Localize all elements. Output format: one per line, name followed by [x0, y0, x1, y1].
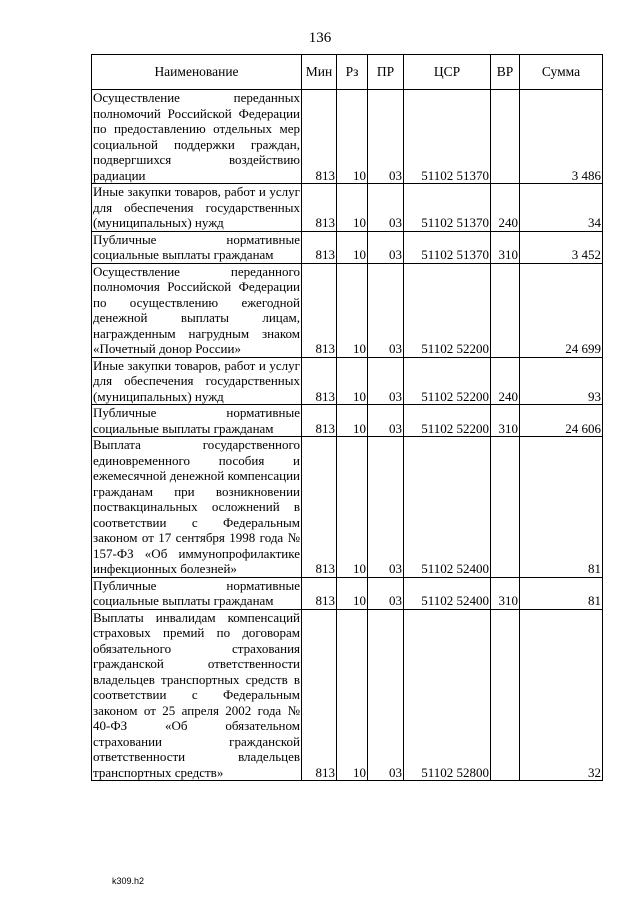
row-csr: 51102 51370: [404, 231, 491, 263]
row-pr: 03: [368, 357, 404, 405]
row-pr: 03: [368, 437, 404, 578]
row-name: Иные закупки товаров, работ и услуг для обеспечения государственных (муниципальных) нужд: [93, 184, 300, 230]
row-vr: 310: [491, 231, 520, 263]
row-csr: 51102 51370: [404, 184, 491, 232]
row-csr: 51102 52400: [404, 577, 491, 609]
col-header-pr: ПР: [368, 55, 404, 90]
row-vr: 240: [491, 184, 520, 232]
row-vr: [491, 90, 520, 184]
row-vr: 310: [491, 405, 520, 437]
row-vr: 240: [491, 357, 520, 405]
row-csr: 51102 52400: [404, 437, 491, 578]
row-pr: 03: [368, 263, 404, 357]
row-min: 813: [302, 577, 337, 609]
row-rz: 10: [337, 263, 368, 357]
row-name: Публичные нормативные социальные выплаты гражданам: [93, 577, 300, 608]
row-name: Публичные нормативные социальные выплаты гражданам: [93, 231, 300, 262]
row-rz: 10: [337, 357, 368, 405]
row-vr: 310: [491, 577, 520, 609]
col-header-vr: ВР: [491, 55, 520, 90]
table-row: [92, 231, 603, 263]
budget-table: [91, 54, 603, 781]
row-min: 813: [302, 357, 337, 405]
row-sum: 3 452: [520, 231, 603, 263]
row-sum: 24 699: [520, 263, 603, 357]
row-rz: 10: [337, 437, 368, 578]
row-rz: 10: [337, 405, 368, 437]
row-sum: 24 606: [520, 405, 603, 437]
row-min: 813: [302, 437, 337, 578]
row-vr: [491, 437, 520, 578]
row-sum: 81: [520, 577, 603, 609]
table-row: [92, 184, 603, 232]
col-header-name: Наименование: [92, 55, 302, 90]
col-header-csr: ЦСР: [404, 55, 491, 90]
row-sum: 3 486: [520, 90, 603, 184]
table-row: [92, 609, 603, 781]
page-number: 136: [308, 30, 332, 46]
row-sum: 93: [520, 357, 603, 405]
row-name: Осуществление переданных полномочий Российской Федерации по предоставлению отдельных мер социальной поддержки граждан, подвергшихся воздействию радиации: [93, 90, 300, 183]
row-min: 813: [302, 263, 337, 357]
row-pr: 03: [368, 577, 404, 609]
row-min: 813: [302, 231, 337, 263]
table-row: [92, 437, 603, 578]
row-sum: 81: [520, 437, 603, 578]
row-sum: 34: [520, 184, 603, 232]
row-sum: 32: [520, 609, 603, 781]
footer-code: k309.h2: [112, 876, 145, 886]
row-csr: 51102 52200: [404, 263, 491, 357]
row-csr: 51102 51370: [404, 90, 491, 184]
row-rz: 10: [337, 90, 368, 184]
row-vr: [491, 609, 520, 781]
row-min: 813: [302, 90, 337, 184]
row-name: Осуществление переданного полномочия Российской Федерации по осуществлению ежегодной денежной выплаты лицам, награжденным нагрудным знаком «Почетный донор России»: [93, 263, 300, 356]
table-row: [92, 357, 603, 405]
row-min: 813: [302, 405, 337, 437]
row-csr: 51102 52200: [404, 357, 491, 405]
row-name: Публичные нормативные социальные выплаты гражданам: [93, 405, 300, 436]
col-header-rz: Рз: [337, 55, 368, 90]
table-row: [92, 90, 603, 184]
row-min: 813: [302, 184, 337, 232]
row-name: Иные закупки товаров, работ и услуг для обеспечения государственных (муниципальных) нужд: [93, 357, 300, 404]
row-rz: 10: [337, 577, 368, 609]
table-header-row: [92, 55, 603, 90]
row-pr: 03: [368, 184, 404, 232]
row-rz: 10: [337, 231, 368, 263]
row-pr: 03: [368, 609, 404, 781]
row-csr: 51102 52800: [404, 609, 491, 781]
row-csr: 51102 52200: [404, 405, 491, 437]
row-name: Выплаты инвалидам компенсаций страховых премий по договорам обязательного страхования гражданской ответственности владельцев транспортных средств в соответствии с Федеральным законом от 25 апреля 2002 года № 40-ФЗ «Об обязательном страховании гражданской ответственности владельцев транспортных средств»: [93, 609, 300, 780]
table-row: [92, 263, 603, 357]
col-header-min: Мин: [302, 55, 337, 90]
table-row: [92, 405, 603, 437]
row-rz: 10: [337, 609, 368, 781]
table-row: [92, 577, 603, 609]
col-header-sum: Сумма: [520, 55, 603, 90]
row-rz: 10: [337, 184, 368, 232]
row-min: 813: [302, 609, 337, 781]
row-pr: 03: [368, 90, 404, 184]
row-pr: 03: [368, 405, 404, 437]
row-pr: 03: [368, 231, 404, 263]
row-vr: [491, 263, 520, 357]
row-name: Выплата государственного единовременного пособия и ежемесячной денежной компенсации гражданам при возникновении поствакцинальных осложнений в соответствии с Федеральным законом от 17 сентября 1998 года № 157-ФЗ «Об иммунопрофилактике инфекционных болезней»: [93, 437, 300, 576]
